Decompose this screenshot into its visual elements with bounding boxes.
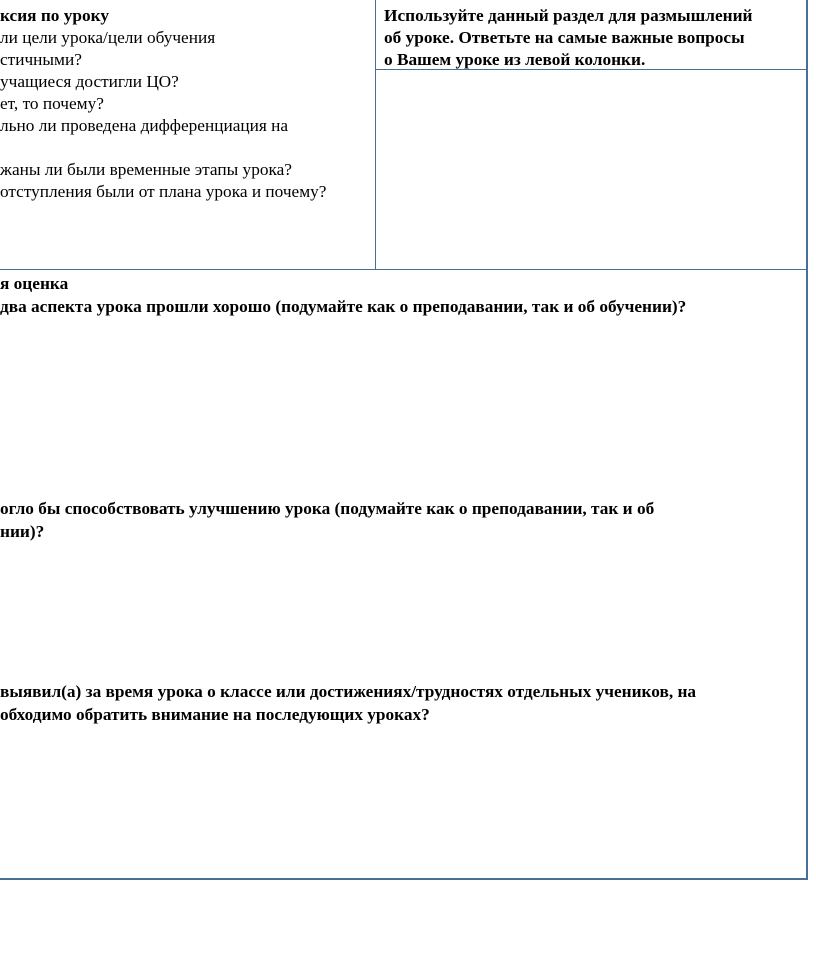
row-divider [0,269,808,270]
answer-area-2[interactable] [0,546,808,676]
instructions-line: о Вашем уроке из левой колонки. [384,50,646,69]
reflection-question: льно ли проведена дифференциация на [0,116,289,135]
instructions-line: Используйте данный раздел для размышлений [384,6,753,25]
assessment-question-1: два аспекта урока прошли хорошо (подумайте как о преподавании, так и об обучении)? [0,297,687,316]
answer-area-3[interactable] [0,730,808,878]
assessment-question-2: огло бы способствовать улучшению урока (подумайте как о преподавании, так и об [0,499,655,518]
instructions-line: об уроке. Ответьте на самые важные вопросы [384,28,745,47]
reflection-question: ли цели урока/цели обучения [0,28,216,47]
reflection-question: жаны ли были временные этапы урока? [0,160,292,179]
assessment-question-3: выявил(а) за время урока о классе или достижениях/трудностях отдельных учеников, на [0,682,697,701]
reflection-answer-area[interactable] [376,70,808,269]
reflection-question: учащиеся достигли ЦО? [0,72,179,91]
reflection-question: отступления были от плана урока и почему? [0,182,327,201]
reflection-title: ксия по уроку [0,6,109,25]
reflection-question: стичными? [0,50,82,69]
assessment-question-2-cont: нии)? [0,522,45,541]
assessment-title: я оценка [0,274,69,293]
answer-area-1[interactable] [0,320,808,495]
reflection-question: ет, то почему? [0,94,104,113]
assessment-question-3-cont: обходимо обратить внимание на последующих уроках? [0,705,430,724]
